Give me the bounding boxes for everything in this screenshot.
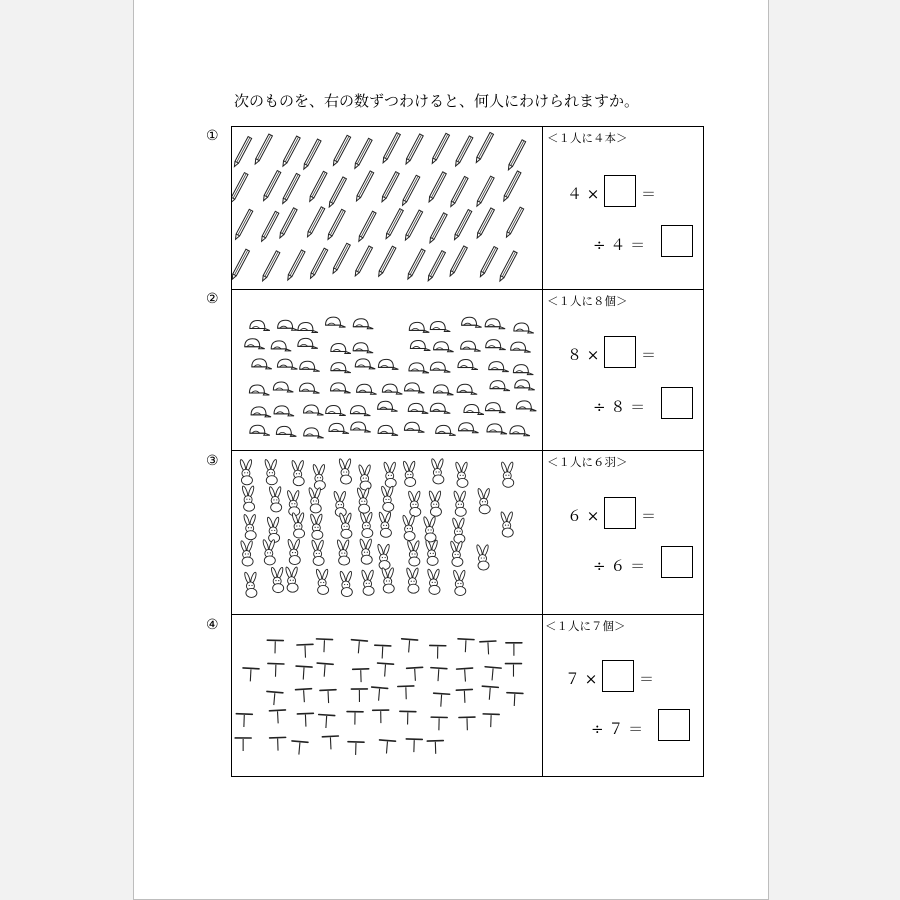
pencil-icon — [479, 247, 498, 278]
pencil-icon — [232, 249, 249, 280]
cap-icon — [251, 407, 271, 417]
cap-icon — [245, 339, 265, 349]
pencil-icon — [281, 136, 300, 167]
cap-icon — [516, 401, 536, 411]
pencil-icon — [384, 209, 403, 240]
multiply-text-1: ４ × — [567, 185, 600, 203]
problem-row-3 — [231, 450, 704, 615]
bamboo-dragonfly-icon — [483, 714, 499, 728]
bamboo-dragonfly-icon — [430, 668, 447, 682]
cap-icon — [458, 360, 478, 370]
bamboo-dragonfly-icon — [316, 663, 333, 677]
cap-icon — [511, 342, 531, 352]
pencil-icon — [232, 127, 543, 289]
pencil-icon — [278, 208, 297, 239]
rabbit-icon — [383, 462, 396, 488]
bamboo-dragonfly-icon — [322, 736, 339, 750]
pencil-picture-area — [232, 127, 543, 289]
multiply-text-3: ６ × — [567, 507, 600, 525]
cap-icon — [357, 384, 377, 394]
cap-icon — [331, 363, 351, 373]
cap-icon — [300, 361, 320, 371]
pencil-icon — [426, 251, 445, 282]
bamboo-dragonfly-icon — [480, 641, 497, 655]
rabbit-icon — [356, 487, 369, 513]
problem-row-4 — [231, 614, 704, 777]
pencil-icon — [475, 208, 494, 239]
bamboo-dragonfly-icon — [351, 689, 367, 702]
rabbit-icon — [500, 462, 513, 488]
cap-icon — [485, 403, 505, 413]
cap-icon — [304, 405, 324, 415]
rabbit-icon — [336, 539, 349, 565]
pencil-icon — [331, 243, 350, 274]
multiply-expression-1 — [567, 183, 599, 204]
pencil-icon — [355, 171, 374, 202]
rabbit-icon — [243, 514, 256, 540]
bamboo-dragonfly-icon — [378, 740, 395, 754]
cap-icon — [433, 385, 453, 395]
bamboo-dragonfly-icon — [295, 666, 312, 680]
pencil-icon — [428, 213, 447, 244]
bamboo-dragonfly-icon — [457, 639, 474, 653]
rabbit-icon — [339, 513, 352, 539]
bamboo-dragonfly-icon — [347, 712, 363, 725]
multiply-text-4: ７ × — [565, 670, 598, 688]
rabbit-icon — [339, 571, 352, 597]
rabbit-icon — [311, 540, 324, 566]
rabbit-icon — [358, 464, 371, 490]
bamboo-dragonfly-icon — [350, 640, 367, 654]
pencil-icon — [309, 248, 328, 279]
bamboo-dragonfly-icon — [266, 691, 283, 705]
bamboo-dragonfly-icon — [353, 669, 369, 683]
bamboo-dragonfly-icon — [320, 690, 337, 704]
instruction-text: 次のものを、右の数ずつわけると、何人にわけられますか。 — [234, 92, 640, 110]
cap-icon — [378, 425, 398, 435]
multiply-expression-4 — [565, 668, 597, 689]
cap-icon — [276, 426, 296, 436]
pencil-icon — [232, 173, 248, 204]
pencil-icon — [404, 210, 423, 241]
cap-icon — [515, 380, 535, 390]
multiply-expression-2 — [567, 344, 599, 365]
bamboo-dragonfly-icon — [456, 689, 473, 703]
rabbit-icon — [428, 490, 441, 516]
pencil-icon — [261, 251, 280, 282]
cap-icon — [250, 425, 270, 435]
rabbit-icon — [268, 486, 281, 512]
bamboo-dragonfly-icon — [505, 664, 521, 677]
cap-icon — [462, 317, 482, 327]
cap-icon — [404, 422, 424, 432]
cap-icon — [490, 381, 510, 391]
rabbit-icon — [407, 540, 420, 566]
rabbit-icon — [431, 458, 444, 484]
rabbit-icon — [406, 567, 419, 593]
cap-icon — [252, 359, 272, 369]
problem-number-1: ① — [206, 128, 219, 144]
bamboo-dragonfly-icon — [374, 645, 391, 659]
bamboo-dragonfly-icon — [296, 689, 313, 703]
pencil-icon — [233, 137, 252, 168]
cap-icon — [409, 322, 429, 332]
rabbit-icon — [232, 451, 543, 614]
rabbit-icon — [402, 461, 415, 487]
rule-label-3: ＜１人に６羽＞ — [547, 455, 628, 469]
cap-icon — [326, 406, 346, 416]
multiply-answer-box-3[interactable] — [604, 497, 636, 529]
rabbit-icon — [359, 538, 372, 564]
bamboo-dragonfly-icon — [427, 741, 443, 755]
pencil-icon — [306, 207, 325, 238]
cap-icon — [331, 383, 351, 393]
bamboo-dragonfly-picture-area — [232, 615, 543, 776]
bamboo-dragonfly-icon — [236, 714, 252, 728]
pencil-icon — [353, 246, 372, 277]
pencil-icon — [454, 136, 473, 167]
divide-answer-box-1[interactable] — [661, 225, 693, 257]
rabbit-icon — [453, 491, 466, 517]
pencil-icon — [380, 172, 399, 203]
bamboo-dragonfly-icon — [398, 686, 414, 700]
rabbit-icon — [361, 570, 374, 596]
cap-icon — [378, 359, 398, 369]
cap-icon — [353, 343, 373, 353]
bamboo-dragonfly-icon — [291, 741, 308, 755]
pencil-icon — [505, 207, 524, 238]
cap-icon — [249, 385, 269, 395]
cap-icon — [298, 338, 318, 348]
bamboo-dragonfly-icon — [316, 639, 333, 653]
cap-icon — [408, 403, 428, 413]
rabbit-icon — [450, 541, 463, 567]
rabbit-icon — [239, 459, 252, 485]
pencil-icon — [326, 209, 345, 240]
cap-icon — [514, 323, 534, 333]
rabbit-icon — [291, 512, 304, 538]
equals-sign-3: ＝ — [641, 507, 657, 525]
bamboo-dragonfly-icon — [348, 742, 364, 755]
equals-sign-4: ＝ — [639, 670, 655, 688]
pencil-icon — [430, 133, 449, 164]
cap-icon — [487, 424, 507, 434]
pencil-icon — [353, 138, 372, 169]
divide-answer-box-3[interactable] — [661, 546, 693, 578]
cap-icon — [298, 322, 318, 332]
pencil-icon — [260, 211, 279, 242]
pencil-icon — [427, 172, 446, 203]
rabbit-icon — [455, 462, 468, 488]
rabbit-icon — [378, 512, 391, 538]
rabbit-icon — [308, 487, 321, 513]
bamboo-dragonfly-icon — [430, 645, 446, 658]
rabbit-icon — [381, 486, 394, 512]
pencil-icon — [406, 249, 425, 280]
rabbit-icon — [500, 511, 513, 537]
bamboo-dragonfly-icon — [400, 711, 416, 724]
bamboo-dragonfly-icon — [267, 663, 283, 677]
problem-row-2 — [231, 289, 704, 451]
cap-icon — [277, 359, 297, 369]
bamboo-dragonfly-icon — [377, 663, 394, 677]
cap-icon — [458, 423, 478, 433]
rabbit-icon — [287, 539, 300, 565]
bamboo-dragonfly-icon — [297, 644, 314, 658]
pencil-icon — [453, 210, 472, 241]
problem-row-1 — [231, 126, 704, 290]
rabbit-icon — [476, 544, 489, 570]
cap-icon — [430, 362, 450, 372]
rabbit-icon — [477, 488, 490, 514]
rabbit-icon — [266, 517, 279, 543]
problem-number-3: ③ — [206, 453, 219, 469]
rule-label-4: ＜１人に７個＞ — [545, 619, 626, 633]
cap-icon — [299, 383, 319, 393]
pencil-icon — [448, 246, 467, 277]
rabbit-icon — [310, 514, 323, 540]
bamboo-dragonfly-icon — [506, 643, 522, 656]
rabbit-icon — [240, 540, 253, 566]
cap-icon — [273, 382, 293, 392]
cap-icon — [355, 359, 375, 369]
rabbit-icon — [312, 464, 325, 490]
divide-expression-4: ÷ ７ ＝ — [591, 720, 644, 738]
pencil-icon — [507, 140, 526, 171]
pencil-icon — [253, 134, 272, 165]
rule-label-1: ＜１人に４本＞ — [547, 131, 628, 145]
pencil-icon — [302, 139, 321, 170]
pencil-icon — [502, 171, 521, 202]
rabbit-icon — [360, 512, 373, 538]
cap-icon — [382, 384, 402, 394]
cap-icon — [486, 340, 506, 350]
cap-icon — [278, 320, 298, 330]
cap-icon — [250, 320, 270, 330]
pencil-icon — [262, 171, 281, 202]
bamboo-dragonfly-icon — [297, 713, 314, 727]
cap-icon — [409, 363, 429, 373]
bamboo-dragonfly-icon — [267, 640, 283, 653]
cap-icon — [485, 319, 505, 329]
pencil-icon — [449, 176, 468, 207]
cap-icon — [274, 406, 294, 416]
multiply-expression-3 — [567, 505, 599, 526]
rabbit-icon — [423, 516, 436, 542]
pencil-icon — [475, 132, 494, 163]
cap-icon — [430, 403, 450, 413]
bamboo-dragonfly-icon — [232, 615, 541, 776]
divide-answer-box-4[interactable] — [658, 709, 690, 741]
bamboo-dragonfly-icon — [235, 738, 251, 751]
bamboo-dragonfly-icon — [269, 710, 286, 724]
cap-icon — [510, 426, 530, 436]
bamboo-dragonfly-icon — [407, 667, 424, 681]
divide-expression-1: ÷ ４ ＝ — [593, 236, 646, 254]
divide-expression-2: ÷ ８ ＝ — [593, 398, 646, 416]
bamboo-dragonfly-icon — [242, 668, 259, 682]
rabbit-icon — [270, 567, 283, 593]
bamboo-dragonfly-icon — [406, 739, 422, 752]
cap-icon — [271, 341, 291, 351]
equals-sign-2: ＝ — [641, 346, 657, 364]
rabbit-icon — [427, 569, 440, 595]
pencil-icon — [234, 209, 253, 240]
rabbit-icon — [264, 459, 277, 485]
cap-picture-area — [232, 290, 543, 450]
pencil-icon — [475, 176, 494, 207]
pencil-icon — [401, 175, 420, 206]
pencil-icon — [377, 246, 396, 277]
cap-icon — [461, 341, 481, 351]
bamboo-dragonfly-icon — [481, 686, 498, 700]
pencil-icon — [381, 133, 400, 164]
pencil-icon — [327, 177, 346, 208]
rabbit-icon — [315, 569, 328, 595]
rabbit-icon — [425, 540, 438, 566]
cap-icon — [513, 365, 533, 375]
multiply-answer-box-4[interactable] — [602, 660, 634, 692]
bamboo-dragonfly-icon — [401, 639, 418, 653]
cap-icon — [329, 423, 349, 433]
rabbit-icon — [381, 567, 394, 593]
divide-answer-box-2[interactable] — [661, 387, 693, 419]
bamboo-dragonfly-icon — [433, 693, 450, 707]
cap-icon — [304, 428, 324, 438]
rabbit-icon — [333, 491, 346, 517]
bamboo-dragonfly-icon — [431, 717, 447, 730]
problem-number-2: ② — [206, 291, 219, 307]
rabbit-picture-area — [232, 451, 543, 614]
rabbit-icon — [338, 458, 351, 484]
rabbit-icon — [377, 544, 390, 570]
pencil-icon — [286, 250, 305, 281]
equals-sign-1: ＝ — [641, 185, 657, 203]
bamboo-dragonfly-icon — [371, 687, 388, 701]
bamboo-dragonfly-icon — [506, 693, 523, 707]
cap-icon — [436, 425, 456, 435]
pencil-icon — [332, 135, 351, 166]
cap-icon — [434, 342, 454, 352]
bamboo-dragonfly-icon — [270, 737, 286, 751]
rabbit-icon — [286, 490, 299, 516]
pencil-icon — [281, 173, 300, 204]
cap-icon — [410, 340, 430, 350]
cap-icon — [430, 322, 450, 332]
bamboo-dragonfly-icon — [318, 715, 335, 729]
rabbit-icon — [452, 518, 465, 544]
pencil-icon — [404, 134, 423, 165]
pencil-icon — [498, 251, 517, 282]
cap-icon — [404, 383, 424, 393]
cap-icon — [378, 401, 398, 411]
multiply-answer-box-1[interactable] — [604, 175, 636, 207]
rabbit-icon — [453, 570, 466, 596]
cap-icon — [353, 319, 373, 329]
rabbit-icon — [241, 485, 254, 511]
bamboo-dragonfly-icon — [459, 717, 475, 730]
multiply-text-2: ８ × — [567, 346, 600, 364]
rabbit-icon — [285, 566, 298, 592]
cap-icon — [457, 384, 477, 394]
problem-number-4: ④ — [206, 617, 219, 633]
cap-icon — [351, 422, 371, 432]
bamboo-dragonfly-icon — [484, 667, 501, 681]
rule-label-2: ＜１人に８個＞ — [547, 294, 628, 308]
cap-icon — [464, 405, 484, 415]
multiply-answer-box-2[interactable] — [604, 336, 636, 368]
cap-icon — [331, 343, 351, 353]
bamboo-dragonfly-icon — [457, 668, 474, 682]
cap-icon — [489, 362, 509, 372]
pencil-icon — [357, 211, 376, 242]
bamboo-dragonfly-icon — [373, 710, 389, 723]
rabbit-icon — [408, 491, 421, 517]
cap-icon — [350, 406, 370, 416]
divide-expression-3: ÷ ６ ＝ — [593, 557, 646, 575]
rabbit-icon — [402, 515, 415, 541]
rabbit-icon — [262, 539, 275, 565]
cap-icon — [232, 290, 543, 450]
rabbit-icon — [244, 572, 257, 598]
rabbit-icon — [291, 460, 304, 486]
pencil-icon — [308, 171, 327, 202]
cap-icon — [326, 317, 346, 327]
